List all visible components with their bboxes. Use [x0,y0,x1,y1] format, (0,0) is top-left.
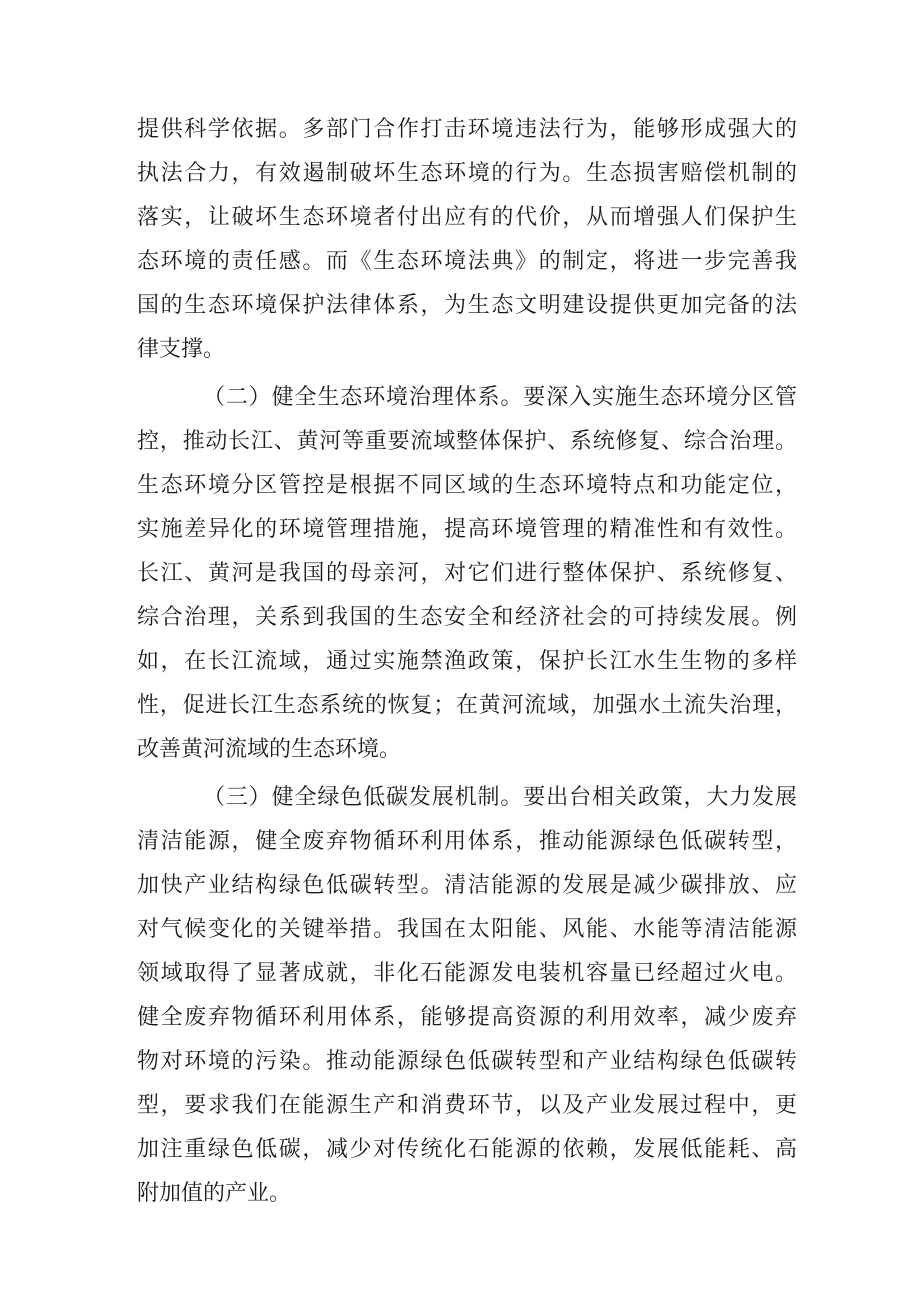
text-line: 控，推动长江、黄河等重要流域整体保护、系统修复、综合治理。 [137,429,797,454]
paragraph-2 [137,376,797,772]
text-line: 如，在长江流域，通过实施禁渔政策，保护长江水生生物的多样 [137,649,797,674]
text-line: 执法合力，有效遏制破坏生态环境的行为。生态损害赔偿机制的 [137,161,797,186]
text-line: 提供科学依据。多部门合作打击环境违法行为，能够形成强大的 [137,117,797,142]
text-line: 态环境的责任感。而《生态环境法典》的制定，将进一步完善我 [137,249,797,274]
text-line: （三）健全绿色低碳发展机制。要出台相关政策，大力发展 [203,785,797,810]
text-line: 加注重绿色低碳，减少对传统化石能源的依赖，发展低能耗、高 [137,1137,797,1162]
paragraph-1 [137,108,797,372]
text-line: 性，促进长江生态系统的恢复；在黄河流域，加强水土流失治理， [137,693,797,718]
text-line: 加快产业结构绿色低碳转型。清洁能源的发展是减少碳排放、应 [137,873,797,898]
document-body [137,108,797,1216]
text-line: 长江、黄河是我国的母亲河，对它们进行整体保护、系统修复、 [137,561,797,586]
text-line: 对气候变化的关键举措。我国在太阳能、风能、水能等清洁能源 [137,917,797,942]
text-line: 健全废弃物循环利用体系，能够提高资源的利用效率，减少废弃 [137,1005,797,1030]
text-line: 国的生态环境保护法律体系，为生态文明建设提供更加完备的法 [137,293,797,318]
text-line: 综合治理，关系到我国的生态安全和经济社会的可持续发展。例 [137,605,797,630]
text-line: 改善黄河流域的生态环境。 [137,737,402,762]
text-line: 型，要求我们在能源生产和消费环节，以及产业发展过程中，更 [137,1093,797,1118]
text-line: 清洁能源，健全废弃物循环利用体系，推动能源绿色低碳转型， [137,829,797,854]
text-line: 生态环境分区管控是根据不同区域的生态环境特点和功能定位， [137,473,797,498]
text-line: 律支撑。 [137,337,226,362]
paragraph-3 [137,776,797,1216]
text-line: （二）健全生态环境治理体系。要深入实施生态环境分区管 [203,385,797,410]
text-line: 物对环境的污染。推动能源绿色低碳转型和产业结构绿色低碳转 [137,1049,797,1074]
text-line: 落实，让破坏生态环境者付出应有的代价，从而增强人们保护生 [137,205,797,230]
text-line: 实施差异化的环境管理措施，提高环境管理的精准性和有效性。 [137,517,797,542]
text-line: 领域取得了显著成就，非化石能源发电装机容量已经超过火电。 [137,961,797,986]
text-line: 附加值的产业。 [137,1181,292,1206]
